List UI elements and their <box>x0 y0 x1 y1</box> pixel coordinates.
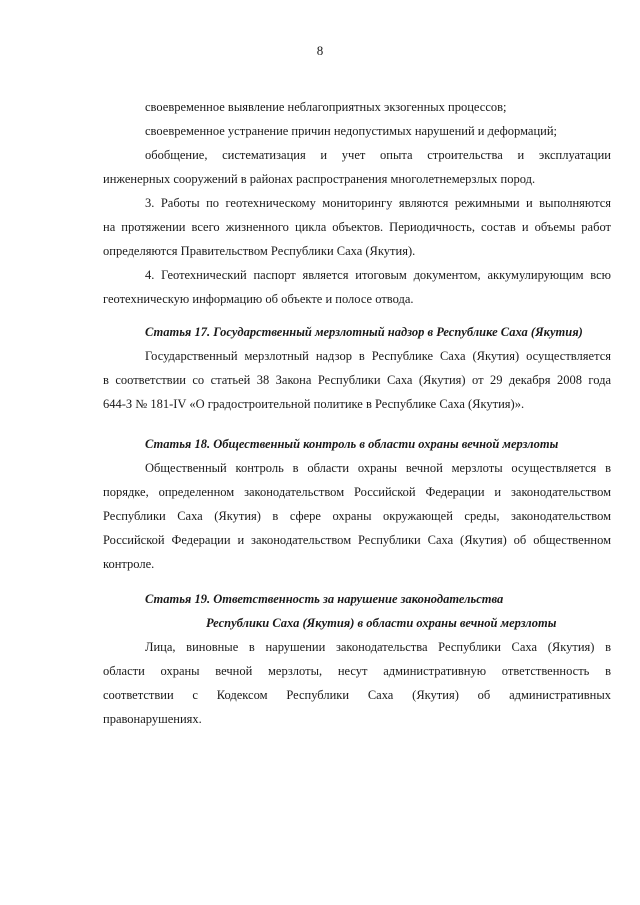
list-continuation <box>103 95 611 311</box>
article-17-line3: 644-З № 181-IV «О градостроительной политике в Республике Саха (Якутия)». <box>103 397 525 411</box>
page-number: 8 <box>316 43 324 58</box>
clause-3-line2: на протяжении всего жизненного цикла объектов. Периодичность, состав и объемы работ <box>103 220 611 234</box>
article-18-line5: контроле. <box>103 557 155 571</box>
article-18-line2: порядке, определенном законодательством Российской Федерации и законодательством <box>103 485 611 499</box>
list-item-3-line1: обобщение, систематизация и учет опыта строительства и эксплуатации <box>145 148 611 162</box>
article-17-line1: Государственный мерзлотный надзор в Республике Саха (Якутия) осуществляется <box>145 349 611 363</box>
article-18-body <box>103 456 611 576</box>
article-17-body <box>103 344 611 416</box>
article-19-line3: соответствии с Кодексом Республики Саха (Якутия) об административных <box>103 688 611 702</box>
article-19-title-line2: Республики Саха (Якутия) в области охраны вечной мерзлоты <box>206 616 557 630</box>
clause-4-line1: 4. Геотехнический паспорт является итоговым документом, аккумулирующим всю <box>145 268 611 282</box>
article-18-line1: Общественный контроль в области охраны вечной мерзлоты осуществляется в <box>145 461 611 475</box>
article-19-body <box>103 635 611 731</box>
clause-4-line2: геотехническую информацию об объекте и полосе отвода. <box>103 292 414 306</box>
article-18-line4: Российской Федерации и законодательством Республики Саха (Якутия) об общественном <box>103 533 611 547</box>
clause-3-line3: определяются Правительством Республики Саха (Якутия). <box>103 244 416 258</box>
list-item-2: своевременное устранение причин недопустимых нарушений и деформаций; <box>145 124 557 138</box>
list-item-1: своевременное выявление неблагоприятных экзогенных процессов; <box>145 100 507 114</box>
article-18-line3: Республики Саха (Якутия) в сфере охраны окружающей среды, законодательством <box>103 509 611 523</box>
clause-3-line1: 3. Работы по геотехническому мониторингу являются режимными и выполняются <box>145 196 611 210</box>
list-item-3-line2: инженерных сооружений в районах распространения многолетнемерзлых пород. <box>103 172 536 186</box>
article-19-line1: Лица, виновные в нарушении законодательства Республики Саха (Якутия) в <box>145 640 611 654</box>
article-19-title-line1: Статья 19. Ответственность за нарушение законодательства <box>145 592 504 606</box>
article-17-title: Статья 17. Государственный мерзлотный надзор в Республике Саха (Якутия) <box>145 325 583 339</box>
article-19-line2: области охраны вечной мерзлоты, несут административную ответственность в <box>103 664 611 678</box>
article-19-line4: правонарушениях. <box>103 712 202 726</box>
article-17-line2: в соответствии со статьей 38 Закона Республики Саха (Якутия) от 29 декабря 2008 года <box>103 373 611 387</box>
article-18-title: Статья 18. Общественный контроль в области охраны вечной мерзлоты <box>145 437 559 451</box>
